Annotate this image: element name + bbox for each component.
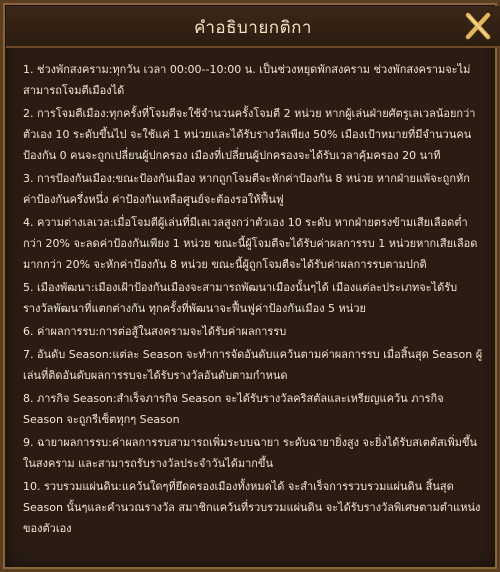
- rule-5: 5. เมืองพัฒนา:เมืองเฝ้าป้องกันเมืองจะสามารถพัฒนาเมืองนั้นๆได้ เมืองแต่ละประเภทจะได้รับรางวัลพัฒนาที่แตกต่างกัน ทุกครั้งที่พัฒนาจะฟื้นฟูค่าป้องกันเมือง 5 หน่วย: [23, 281, 458, 315]
- rule-2: 2. การโจมตีเมือง:ทุกครั้งที่โจมตีจะใช้จำนวนครั้งโจมตี 2 หน่วย หากผู้เล่นฝ่ายศัตรูเลเวลน้อยกว่าตัวเอง 10 ระดับขึ้นไป จะใช้แค่ 1 หน่วยและได้รับรางวัลเพียง 50% เมืองเป้าหมายที่มีจำนวนคนป้องกัน 0 คนจะถูกเปลี่ยนผู้ปกครอง เมืองที่เปลี่ยนผู้ปกครองจะได้รับเวลาคุ้มครอง 20 นาที: [23, 107, 476, 162]
- rule-3: 3. การป้องกันเมือง:ขณะป้องกันเมือง หากถูกโจมตีจะหักค่าป้องกัน 8 หน่วย หากฝ่ายแพ้จะถูกหักค่าป้องกันครึ่งหนึ่ง ค่าป้องกันเหลือศูนย์จะต้องรอให้ฟื้นฟู: [23, 172, 470, 206]
- rule-7: 7. อันดับ Season:แต่ละ Season จะทำการจัดอันดับแคว้นตามค่าผลการรบ เมื่อสิ้นสุด Season ผู้เล่นที่ติดอันดับผลการรบจะได้รับรางวัลอันดับตามกำหนด: [23, 348, 483, 382]
- dialog-header: [6, 6, 500, 48]
- rules-list: [23, 59, 483, 559]
- dialog-title: คำอธิบายกติกา: [194, 18, 312, 38]
- rule-8: 8. ภารกิจ Season:สำเร็จภารกิจ Season จะได้รับรางวัลคริสตัลและเหรียญแคว้น ภารกิจ Season จะถูกรีเซ็ตทุกๆ Season: [23, 392, 444, 426]
- rule-4: 4. ความต่างเลเวล:เมื่อโจมตีผู้เล่นที่มีเลเวลสูงกว่าตัวเอง 10 ระดับ หากฝ่ายตรงข้ามเสียเลือดต่ำกว่า 20% จะลดค่าป้องกันเพียง 1 หน่วย ขณะนี้ผู้โจมตีจะได้รับค่าผลการรบ 1 หน่วยหากเสียเลือดมากกว่า 20% จะหักค่าป้องกัน 8 หน่วย ขณะนี้ผู้ถูกโจมตีจะได้รับค่าผลการรบตามปกติ: [23, 216, 478, 271]
- rule-9: 9. ฉายาผลการรบ:ค่าผลการรบสามารถเพิ่มระบบฉายา ระดับฉายายิ่งสูง จะยิ่งได้รับสเตตัสเพิ่มขึ้นในสงคราม และสามารถรับรางวัลประจำวันได้มากขึ้น: [23, 436, 478, 470]
- rule-1: 1. ช่วงพักสงคราม:ทุกวัน เวลา 00:00--10:00 น. เป็นช่วงหยุดพักสงคราม ช่วงพักสงครามจะไม่สามารถโจมตีเมืองได้: [23, 63, 471, 97]
- rule-6: 6. ค่าผลการรบ:การต่อสู้ในสงครามจะได้รับค่าผลการรบ: [23, 325, 287, 338]
- rule-10: 10. รวบรวมแผ่นดิน:แคว้นใดๆที่ยึดครองเมืองทั้งหมดได้ จะสำเร็จการรวบรวมแผ่นดิน สิ้นสุด Season นั้นๆและคำนวณรางวัล สมาชิกแคว้นที่รวบรวมแผ่นดิน จะได้รับรางวัลพิเศษตามตำแหน่งของตัวเอง: [23, 480, 481, 535]
- close-x-icon: [462, 10, 494, 42]
- close-button[interactable]: [462, 10, 494, 42]
